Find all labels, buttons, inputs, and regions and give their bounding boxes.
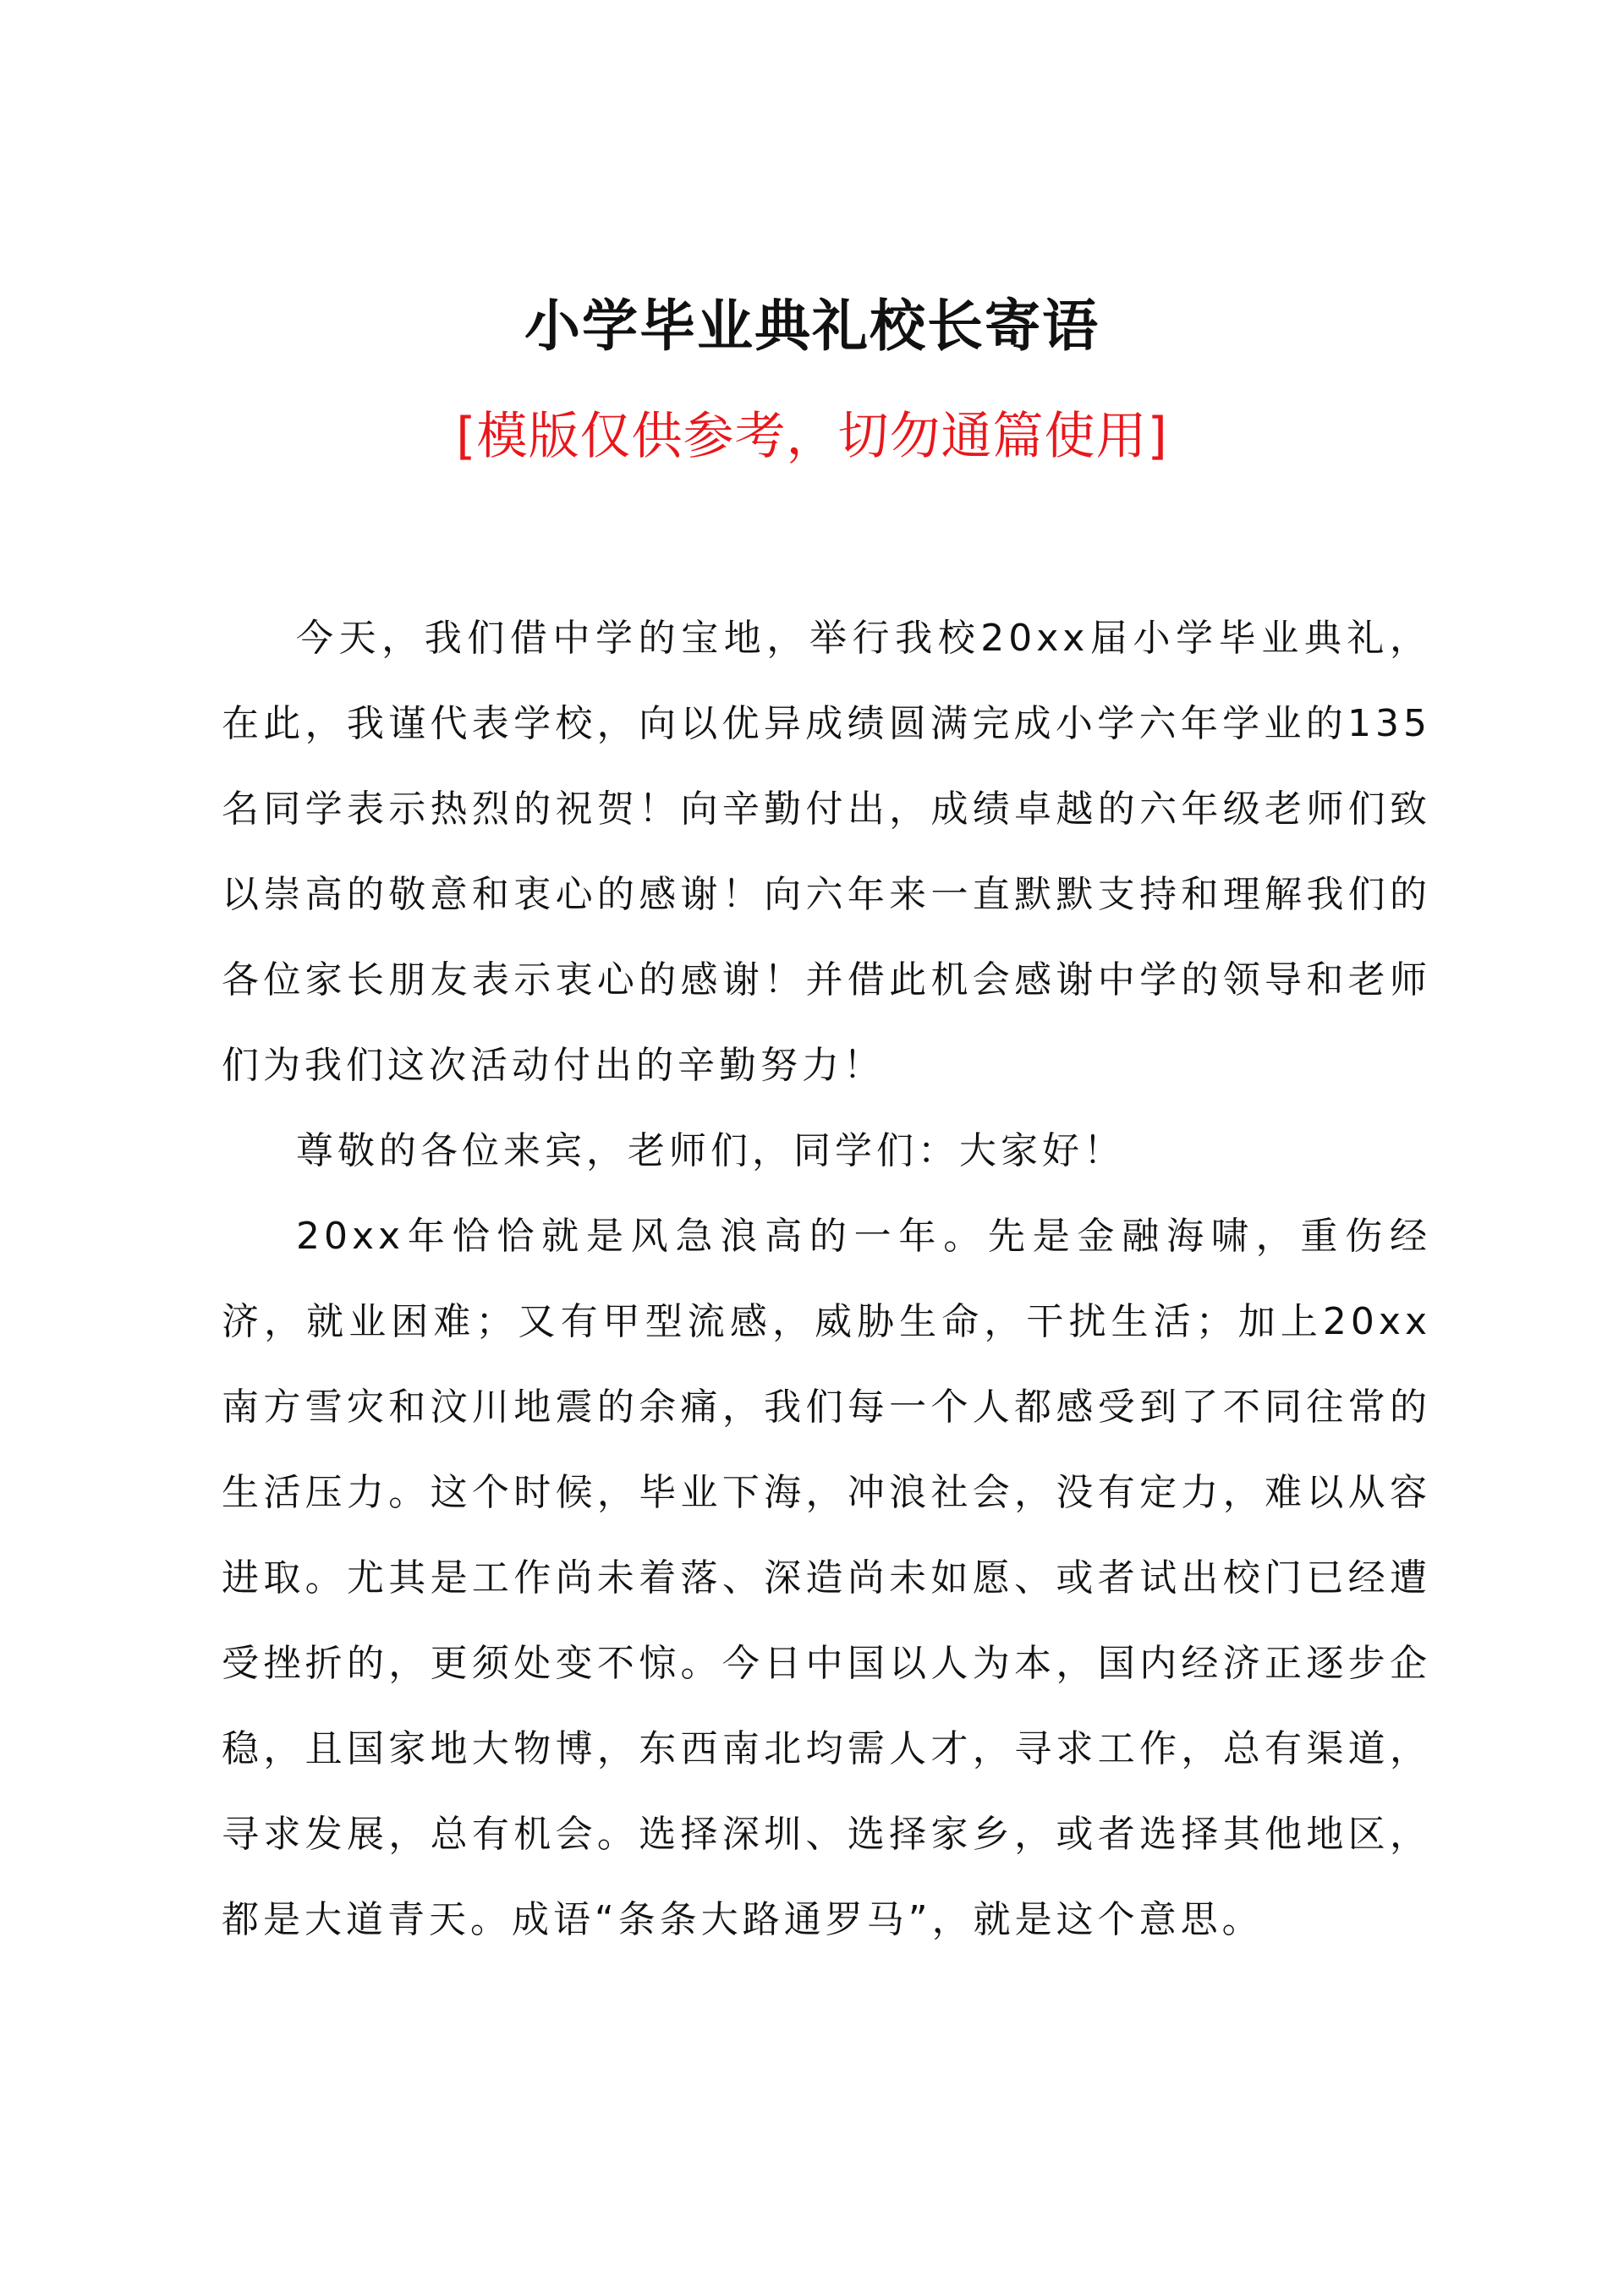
template-notice: [模版仅供参考，切勿通篇使用] [456,407,1168,466]
paragraph-greeting: 尊敬的各位来宾，老师们，同学们：大家好！ [296,1129,1125,1172]
document-title: 小学毕业典礼校长寄语 [524,293,1100,359]
paragraph-opening: 今天，我们借中学的宝地，举行我校20xx届小学毕业典礼，在此，我谨代表学校，向以优异成绩圆满完成小学六年学业的135名同学表示热烈的祝贺！向辛勤付出，成绩卓越的六年级老师们致以崇高的敬意和衷心的感谢！向六年来一直默默支持和理解我们的各位家长朋友表示衷心的感谢！并借此机会感谢中学的领导和老师们为我们这次活动付出的辛勤努力！ [222,617,1431,1087]
paragraph-main: 20xx年恰恰就是风急浪高的一年。先是金融海啸，重伤经济，就业困难；又有甲型流感，威胁生命，干扰生活；加上20xx南方雪灾和汶川地震的余痛，我们每一个人都感受到了不同往常的生活压力。这个时候，毕业下海，冲浪社会，没有定力，难以从容进取。尤其是工作尚未着落、深造尚未如愿、或者试出校门已经遭受挫折的，更须处变不惊。今日中国以人为本，国内经济正逐步企稳，且国家地大物博，东西南北均需人才，寻求工作，总有渠道，寻求发展，总有机会。选择深圳、选择家乡，或者选择其他地区，都是大道青天。成语“条条大路通罗马”，就是这个意思。 [222,1215,1431,1941]
document-body [222,595,1431,1962]
